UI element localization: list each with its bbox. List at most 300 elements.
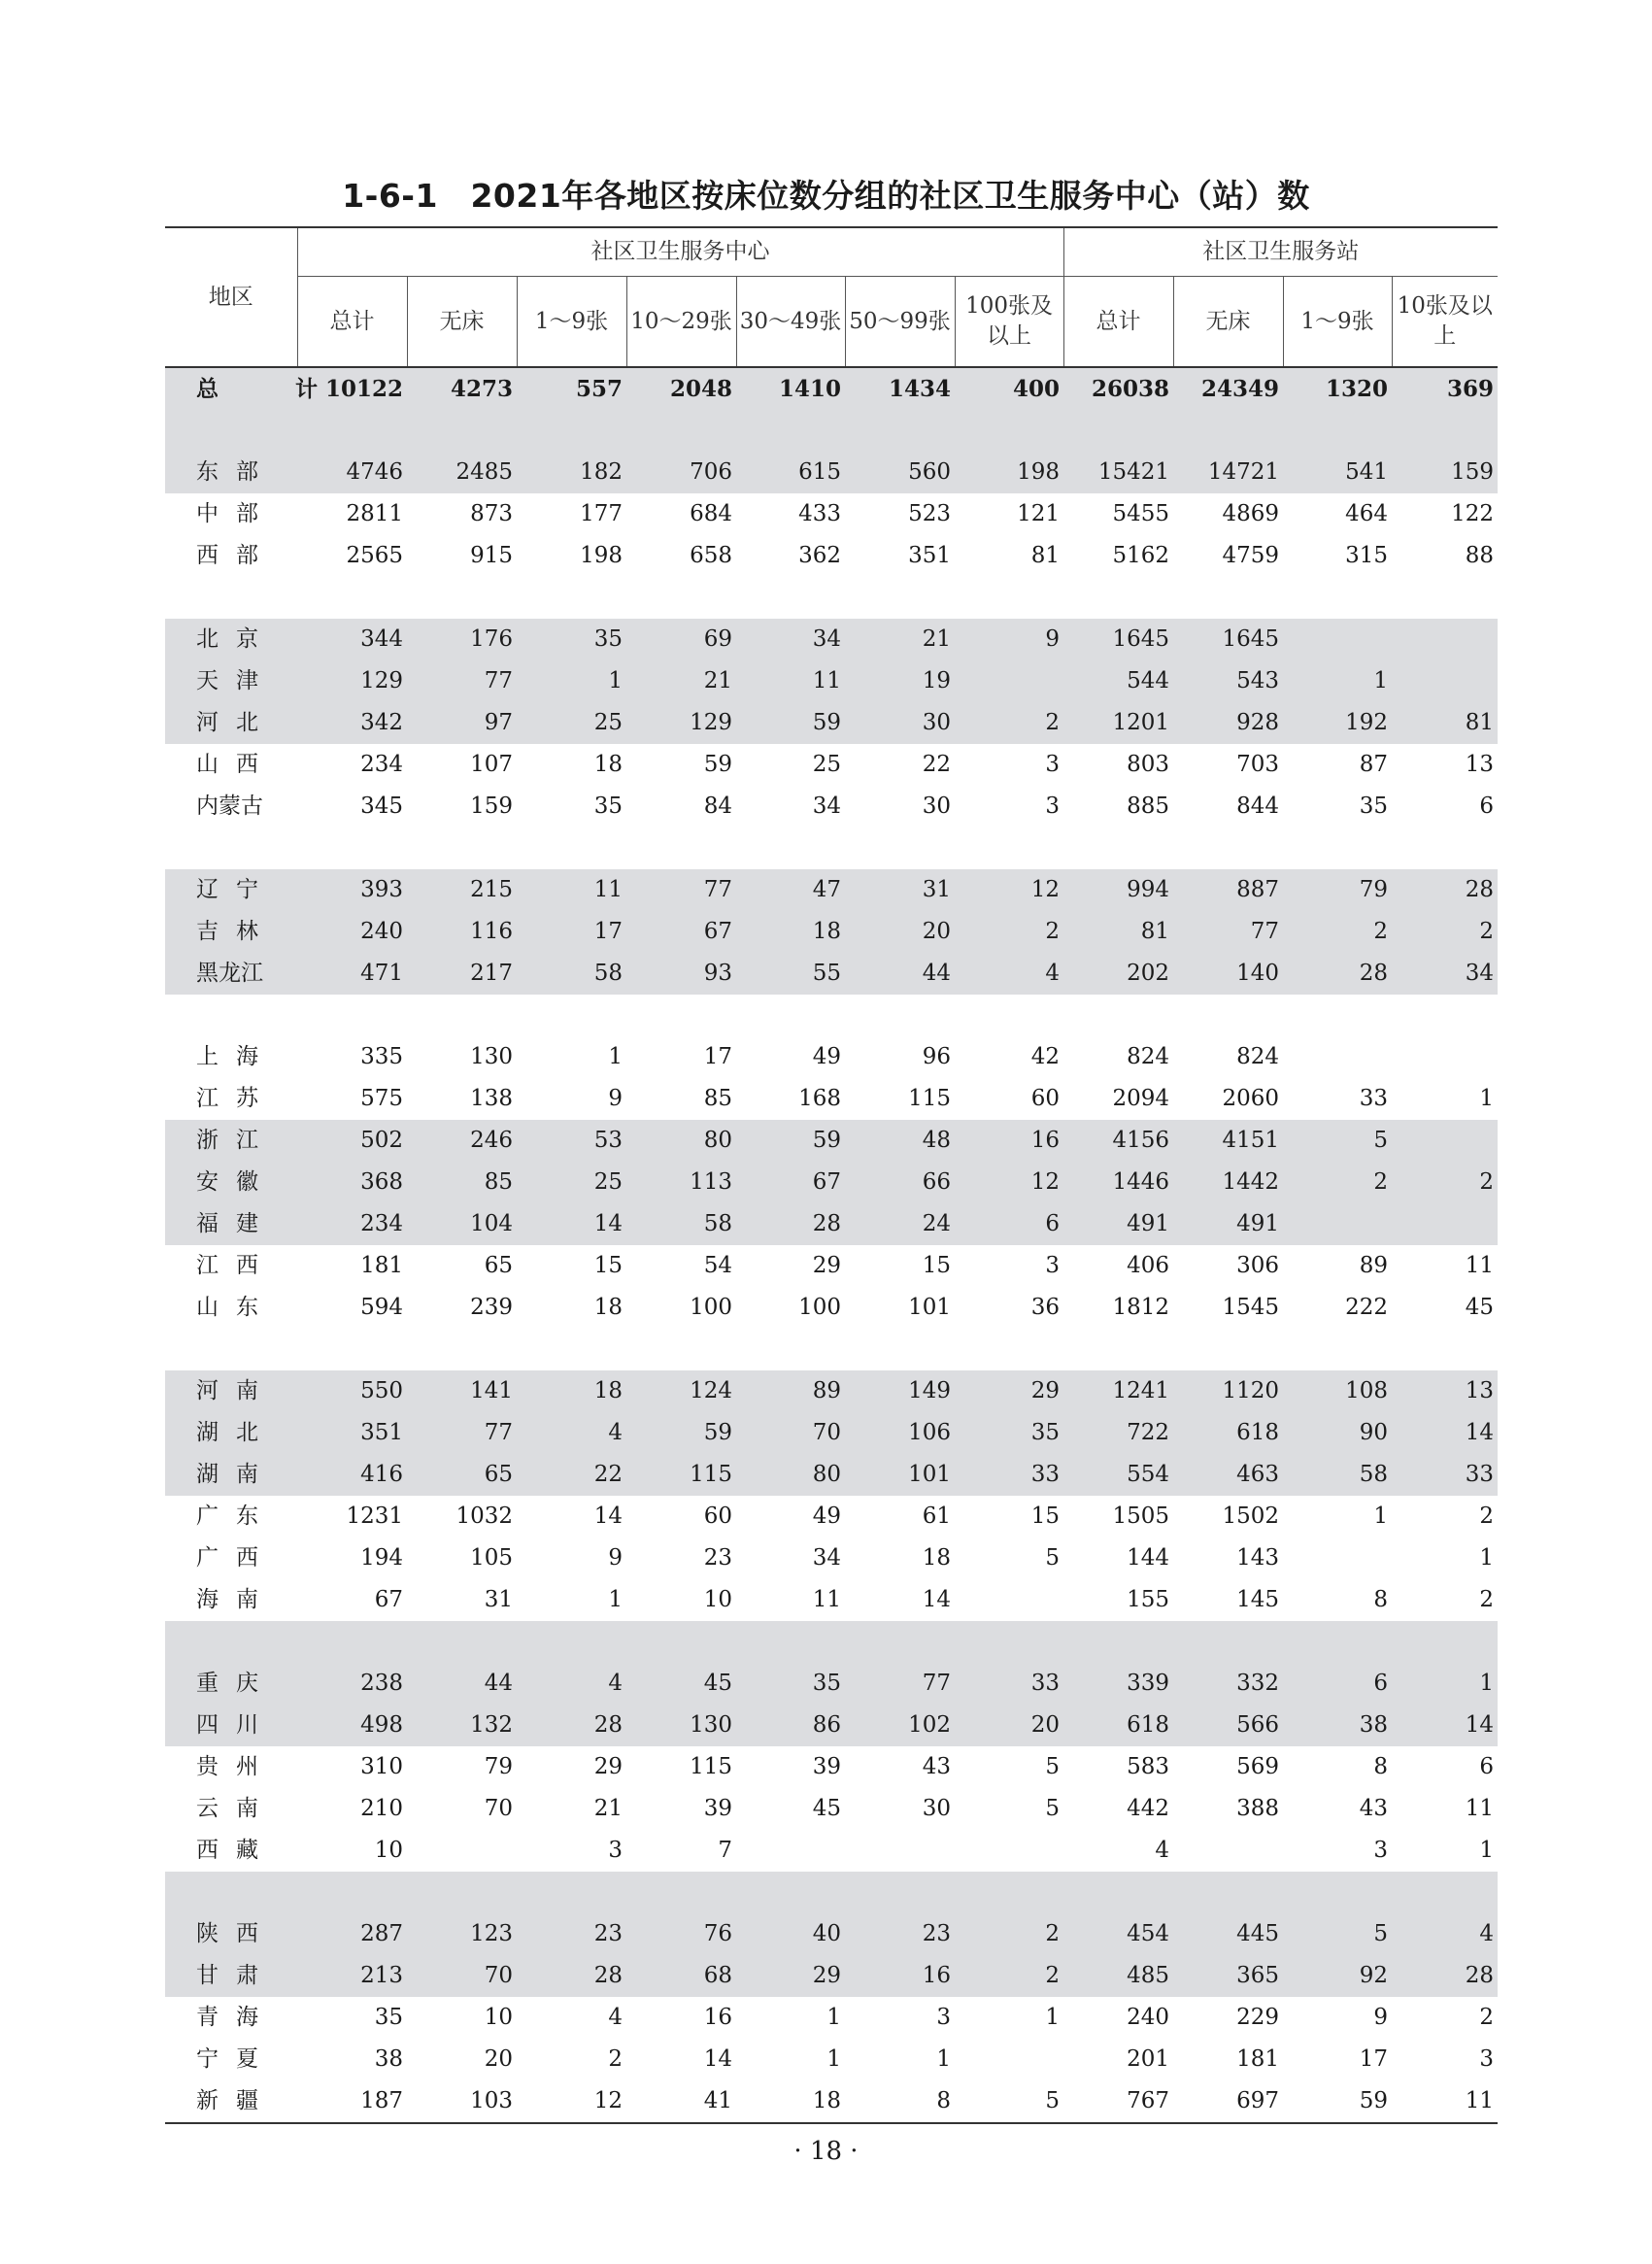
value-cell: 915	[470, 543, 513, 568]
value-cell: 124	[626, 1370, 736, 1412]
value-cell: 33	[955, 1663, 1063, 1705]
value-cell: 1645	[1063, 619, 1173, 660]
table-row	[165, 1705, 1498, 1746]
table-row	[165, 1788, 1498, 1830]
value-cell: 306	[1236, 1253, 1280, 1278]
value-cell: 104	[407, 1203, 517, 1245]
value-cell: 594	[360, 1295, 403, 1320]
value-cell: 81	[1030, 543, 1061, 568]
region-cell: 四川	[165, 1705, 297, 1746]
region-cell: 山东	[196, 1295, 276, 1320]
value-cell: 1	[826, 2005, 841, 2030]
value-cell: 351	[297, 1412, 407, 1454]
value-cell: 21	[593, 1796, 623, 1821]
table-row	[165, 744, 1498, 786]
table-row	[165, 1496, 1498, 1537]
value-cell: 1545	[1222, 1295, 1280, 1320]
value-cell: 7	[718, 1838, 732, 1863]
value-cell: 88	[1465, 543, 1495, 568]
value-cell: 121	[1017, 501, 1061, 526]
region-cell: 重庆	[165, 1663, 297, 1705]
value-cell: 24	[845, 1203, 955, 1245]
value-cell: 106	[845, 1412, 955, 1454]
region-cell: 广西	[196, 1545, 276, 1571]
value-cell: 55	[736, 953, 845, 995]
value-cell: 406	[1127, 1253, 1170, 1278]
table-row	[165, 1454, 1498, 1496]
value-cell: 77	[1173, 911, 1283, 953]
value-cell: 45	[626, 1663, 736, 1705]
value-cell: 8	[1373, 1587, 1389, 1612]
value-cell: 194	[360, 1545, 403, 1571]
value-cell: 89	[736, 1370, 845, 1412]
header-station-10-plus: 10张及以上	[1392, 277, 1498, 368]
total-row	[165, 367, 1498, 410]
table-row	[165, 1579, 1498, 1621]
value-cell: 615	[736, 452, 845, 493]
value-cell: 28	[1283, 953, 1392, 995]
value-cell: 86	[736, 1705, 845, 1746]
value-cell: 35	[374, 2005, 403, 2030]
value-cell: 59	[703, 752, 732, 777]
value-cell: 138	[470, 1086, 513, 1111]
region-cell: 河南	[165, 1370, 297, 1412]
value-cell: 2	[1392, 1162, 1498, 1203]
value-cell: 1120	[1173, 1370, 1283, 1412]
table-row	[165, 1537, 1498, 1579]
table-row	[165, 493, 1498, 535]
value-cell: 10	[374, 1838, 403, 1863]
value-cell: 16	[845, 1955, 955, 1997]
header-center-100-plus: 100张及以上	[955, 277, 1063, 368]
value-cell: 471	[297, 953, 407, 995]
value-cell: 339	[1063, 1663, 1173, 1705]
value-cell: 38	[374, 2046, 403, 2072]
table-row	[165, 1412, 1498, 1454]
value-cell: 5162	[1112, 543, 1170, 568]
value-cell: 100	[690, 1295, 732, 1320]
value-cell: 14	[1392, 1412, 1498, 1454]
value-cell: 16	[955, 1120, 1063, 1162]
header-station-1-9: 1～9张	[1283, 277, 1392, 368]
value-cell	[1392, 619, 1498, 660]
value-cell: 68	[626, 1955, 736, 1997]
value-cell: 20	[484, 2046, 513, 2072]
value-cell: 344	[297, 619, 407, 660]
region-cell: 西部	[196, 543, 276, 568]
table-row	[165, 1245, 1498, 1287]
page-number: · 18 ·	[793, 2137, 859, 2166]
value-cell	[1283, 619, 1392, 660]
region-cell: 山西	[196, 752, 276, 777]
value-cell: 1410	[736, 367, 845, 410]
spacer-cell	[165, 410, 1498, 452]
value-cell: 310	[360, 1754, 403, 1779]
region-cell: 湖南	[165, 1454, 297, 1496]
value-cell: 48	[845, 1120, 955, 1162]
value-cell: 129	[626, 702, 736, 744]
value-cell: 22	[517, 1454, 626, 1496]
value-cell: 22	[922, 752, 951, 777]
value-cell	[955, 660, 1063, 702]
table-row	[165, 1162, 1498, 1203]
value-cell: 928	[1173, 702, 1283, 744]
value-cell: 2	[1283, 911, 1392, 953]
value-cell: 28	[1392, 1955, 1498, 1997]
value-cell	[955, 1830, 1063, 1872]
value-cell: 182	[517, 452, 626, 493]
value-cell: 23	[845, 1913, 955, 1955]
spacer-cell	[165, 577, 1498, 619]
value-cell: 2	[1479, 1504, 1495, 1529]
value-cell: 60	[703, 1504, 732, 1529]
value-cell: 25	[812, 752, 841, 777]
value-cell: 1812	[1112, 1295, 1170, 1320]
value-cell: 2	[955, 911, 1063, 953]
value-cell: 246	[407, 1120, 517, 1162]
value-cell: 42	[1030, 1044, 1061, 1069]
value-cell: 14	[922, 1587, 951, 1612]
region-cell: 浙江	[165, 1120, 297, 1162]
value-cell: 2	[955, 1955, 1063, 1997]
value-cell: 454	[1063, 1913, 1173, 1955]
value-cell: 49	[812, 1504, 841, 1529]
value-cell: 2048	[626, 367, 736, 410]
value-cell: 618	[1063, 1705, 1173, 1746]
region-cell: 天津	[165, 660, 297, 702]
value-cell: 684	[690, 501, 732, 526]
value-cell: 41	[703, 2088, 732, 2113]
value-cell: 4273	[407, 367, 517, 410]
table-row	[165, 1913, 1498, 1955]
value-cell: 67	[736, 1162, 845, 1203]
spacer-row	[165, 1621, 1498, 1663]
spacer-row	[165, 410, 1498, 452]
value-cell: 77	[845, 1663, 955, 1705]
value-cell: 132	[407, 1705, 517, 1746]
value-cell: 8	[1373, 1754, 1389, 1779]
value-cell	[1283, 1036, 1392, 1078]
value-cell: 59	[1359, 2088, 1389, 2113]
value-cell: 66	[845, 1162, 955, 1203]
value-cell: 1645	[1173, 619, 1283, 660]
value-cell: 767	[1127, 2088, 1170, 2113]
data-table-container	[165, 226, 1498, 2124]
value-cell: 20	[845, 911, 955, 953]
value-cell: 79	[1283, 869, 1392, 911]
value-cell: 18	[517, 1370, 626, 1412]
value-cell: 140	[1173, 953, 1283, 995]
table-row	[165, 1287, 1498, 1329]
region-cell: 宁夏	[196, 2046, 276, 2072]
value-cell: 31	[484, 1587, 513, 1612]
header-center-10-29: 10～29张	[626, 277, 736, 368]
value-cell: 38	[1283, 1705, 1392, 1746]
value-cell: 28	[517, 1955, 626, 1997]
region-cell: 西藏	[196, 1838, 276, 1863]
value-cell: 31	[845, 869, 955, 911]
value-cell: 168	[798, 1086, 841, 1111]
value-cell	[845, 1830, 955, 1872]
region-cell: 贵州	[196, 1754, 276, 1779]
table-row	[165, 1997, 1498, 2039]
value-cell: 6	[1283, 1663, 1392, 1705]
spacer-cell	[165, 1329, 1498, 1370]
value-cell: 11	[812, 1587, 841, 1612]
value-cell: 145	[1236, 1587, 1280, 1612]
value-cell: 28	[517, 1705, 626, 1746]
table-row	[165, 786, 1498, 828]
region-cell: 上海	[196, 1044, 276, 1069]
value-cell: 181	[1236, 2046, 1280, 2072]
table-row	[165, 1955, 1498, 1997]
value-cell: 6	[1479, 794, 1495, 819]
value-cell: 40	[736, 1913, 845, 1955]
value-cell: 12	[955, 869, 1063, 911]
value-cell: 1	[517, 660, 626, 702]
value-cell: 54	[703, 1253, 732, 1278]
value-cell: 9	[608, 1545, 623, 1571]
value-cell	[1392, 660, 1498, 702]
value-cell: 6	[955, 1203, 1063, 1245]
value-cell: 115	[908, 1086, 951, 1111]
value-cell: 35	[955, 1412, 1063, 1454]
value-cell: 39	[703, 1796, 732, 1821]
spacer-row	[165, 577, 1498, 619]
value-cell: 697	[1236, 2088, 1280, 2113]
value-cell: 575	[360, 1086, 403, 1111]
value-cell: 21	[626, 660, 736, 702]
value-cell: 105	[470, 1545, 513, 1571]
value-cell: 887	[1173, 869, 1283, 911]
value-cell: 2	[608, 2046, 623, 2072]
region-cell: 青海	[196, 2005, 276, 2030]
value-cell: 824	[1127, 1044, 1170, 1069]
value-cell: 1446	[1063, 1162, 1173, 1203]
value-cell: 159	[470, 794, 513, 819]
value-cell: 239	[470, 1295, 513, 1320]
value-cell: 107	[470, 752, 513, 777]
value-cell: 198	[955, 452, 1063, 493]
value-cell: 29	[955, 1370, 1063, 1412]
table-row	[165, 1203, 1498, 1245]
value-cell: 703	[1236, 752, 1280, 777]
value-cell: 39	[812, 1754, 841, 1779]
value-cell: 59	[736, 1120, 845, 1162]
value-cell	[407, 1830, 517, 1872]
value-cell: 238	[297, 1663, 407, 1705]
value-cell: 77	[407, 1412, 517, 1454]
value-cell: 393	[297, 869, 407, 911]
value-cell: 201	[1127, 2046, 1170, 2072]
table-row	[165, 702, 1498, 744]
spacer-row	[165, 828, 1498, 869]
value-cell: 116	[407, 911, 517, 953]
value-cell: 502	[297, 1120, 407, 1162]
value-cell: 1201	[1063, 702, 1173, 744]
value-cell: 217	[407, 953, 517, 995]
value-cell: 368	[297, 1162, 407, 1203]
value-cell: 85	[407, 1162, 517, 1203]
value-cell: 28	[736, 1203, 845, 1245]
header-center-50-99: 50～99张	[845, 277, 955, 368]
value-cell: 18	[812, 2088, 841, 2113]
value-cell: 445	[1173, 1913, 1283, 1955]
header-region: 地区	[165, 227, 297, 367]
region-cell: 新疆	[196, 2088, 276, 2113]
value-cell: 4759	[1222, 543, 1280, 568]
value-cell: 65	[407, 1454, 517, 1496]
value-cell: 81	[1392, 702, 1498, 744]
value-cell: 4	[608, 2005, 623, 2030]
value-cell: 143	[1236, 1545, 1280, 1571]
value-cell: 18	[593, 752, 623, 777]
value-cell: 5	[1045, 1754, 1061, 1779]
value-cell: 30	[922, 794, 951, 819]
value-cell: 33	[1359, 1086, 1389, 1111]
value-cell: 28	[1392, 869, 1498, 911]
value-cell: 722	[1063, 1412, 1173, 1454]
table-row	[165, 2039, 1498, 2080]
value-cell: 155	[1127, 1587, 1170, 1612]
value-cell: 416	[297, 1454, 407, 1496]
value-cell: 287	[297, 1913, 407, 1955]
value-cell: 47	[736, 869, 845, 911]
value-cell: 35	[1359, 794, 1389, 819]
value-cell: 53	[517, 1120, 626, 1162]
value-cell: 16	[703, 2005, 732, 2030]
table-row	[165, 2080, 1498, 2123]
value-cell: 4869	[1222, 501, 1280, 526]
value-cell: 1502	[1222, 1504, 1280, 1529]
header-center-total: 总计	[297, 277, 407, 368]
value-cell: 30	[845, 702, 955, 744]
value-cell: 177	[580, 501, 623, 526]
value-cell: 240	[297, 911, 407, 953]
value-cell: 34	[812, 1545, 841, 1571]
value-cell: 498	[297, 1705, 407, 1746]
value-cell: 14	[593, 1504, 623, 1529]
value-cell: 12	[593, 2088, 623, 2113]
value-cell: 3	[608, 1838, 623, 1863]
value-cell: 3	[1045, 1253, 1061, 1278]
value-cell: 6	[1479, 1754, 1495, 1779]
value-cell: 35	[736, 1663, 845, 1705]
value-cell: 8	[936, 2088, 951, 2113]
value-cell: 81	[1063, 911, 1173, 953]
value-cell: 844	[1236, 794, 1280, 819]
value-cell: 560	[845, 452, 955, 493]
value-cell: 35	[593, 794, 623, 819]
value-cell: 491	[1063, 1203, 1173, 1245]
value-cell: 49	[812, 1044, 841, 1069]
region-cell: 甘肃	[165, 1955, 297, 1997]
value-cell: 65	[484, 1253, 513, 1278]
value-cell: 1	[1045, 2005, 1061, 2030]
value-cell: 192	[1283, 702, 1392, 744]
value-cell: 70	[407, 1955, 517, 1997]
value-cell: 23	[517, 1913, 626, 1955]
region-cell: 辽宁	[165, 869, 297, 911]
value-cell: 15421	[1063, 452, 1173, 493]
value-cell: 222	[1345, 1295, 1389, 1320]
value-cell: 335	[360, 1044, 403, 1069]
value-cell: 79	[484, 1754, 513, 1779]
value-cell: 76	[626, 1913, 736, 1955]
value-cell: 14	[1392, 1705, 1498, 1746]
table-row	[165, 1663, 1498, 1705]
value-cell: 92	[1283, 1955, 1392, 1997]
value-cell: 240	[1127, 2005, 1170, 2030]
value-cell: 14721	[1173, 452, 1283, 493]
value-cell: 35	[517, 619, 626, 660]
value-cell: 543	[1173, 660, 1283, 702]
value-cell: 10	[703, 1587, 732, 1612]
value-cell: 824	[1236, 1044, 1280, 1069]
value-cell: 1	[608, 1044, 623, 1069]
table-row	[165, 1078, 1498, 1120]
value-cell: 149	[845, 1370, 955, 1412]
value-cell: 29	[593, 1754, 623, 1779]
value-cell: 21	[845, 619, 955, 660]
value-cell: 12	[955, 1162, 1063, 1203]
value-cell: 34	[1392, 953, 1498, 995]
value-cell: 1	[826, 2046, 841, 2072]
value-cell: 36	[1030, 1295, 1061, 1320]
value-cell	[1283, 1537, 1392, 1579]
value-cell: 215	[407, 869, 517, 911]
value-cell: 554	[1063, 1454, 1173, 1496]
value-cell: 2	[1479, 1587, 1495, 1612]
value-cell	[955, 1579, 1063, 1621]
value-cell: 115	[626, 1454, 736, 1496]
value-cell: 569	[1236, 1754, 1280, 1779]
value-cell: 45	[1465, 1295, 1495, 1320]
table-row	[165, 911, 1498, 953]
value-cell: 994	[1063, 869, 1173, 911]
value-cell: 229	[1236, 2005, 1280, 2030]
value-cell: 89	[1359, 1253, 1389, 1278]
header-station-total: 总计	[1063, 277, 1173, 368]
value-cell: 44	[845, 953, 955, 995]
value-cell: 3	[1045, 794, 1061, 819]
value-cell: 1032	[455, 1504, 513, 1529]
spacer-cell	[165, 828, 1498, 869]
value-cell: 583	[1127, 1754, 1170, 1779]
value-cell: 566	[1173, 1705, 1283, 1746]
value-cell	[1392, 1203, 1498, 1245]
region-cell: 黑龙江	[165, 953, 297, 995]
value-cell: 351	[908, 543, 951, 568]
value-cell: 342	[297, 702, 407, 744]
table-row	[165, 452, 1498, 493]
table-body	[165, 367, 1498, 2123]
value-cell: 2	[955, 702, 1063, 744]
value-cell: 176	[407, 619, 517, 660]
value-cell: 315	[1345, 543, 1389, 568]
value-cell: 14	[703, 2046, 732, 2072]
value-cell: 11	[517, 869, 626, 911]
value-cell: 658	[690, 543, 732, 568]
value-cell: 1320	[1283, 367, 1392, 410]
region-cell: 江苏	[196, 1086, 276, 1111]
value-cell: 100	[798, 1295, 841, 1320]
value-cell: 87	[1359, 752, 1389, 777]
value-cell: 463	[1173, 1454, 1283, 1496]
value-cell: 80	[736, 1454, 845, 1496]
value-cell: 45	[812, 1796, 841, 1821]
value-cell: 3	[1373, 1838, 1389, 1863]
